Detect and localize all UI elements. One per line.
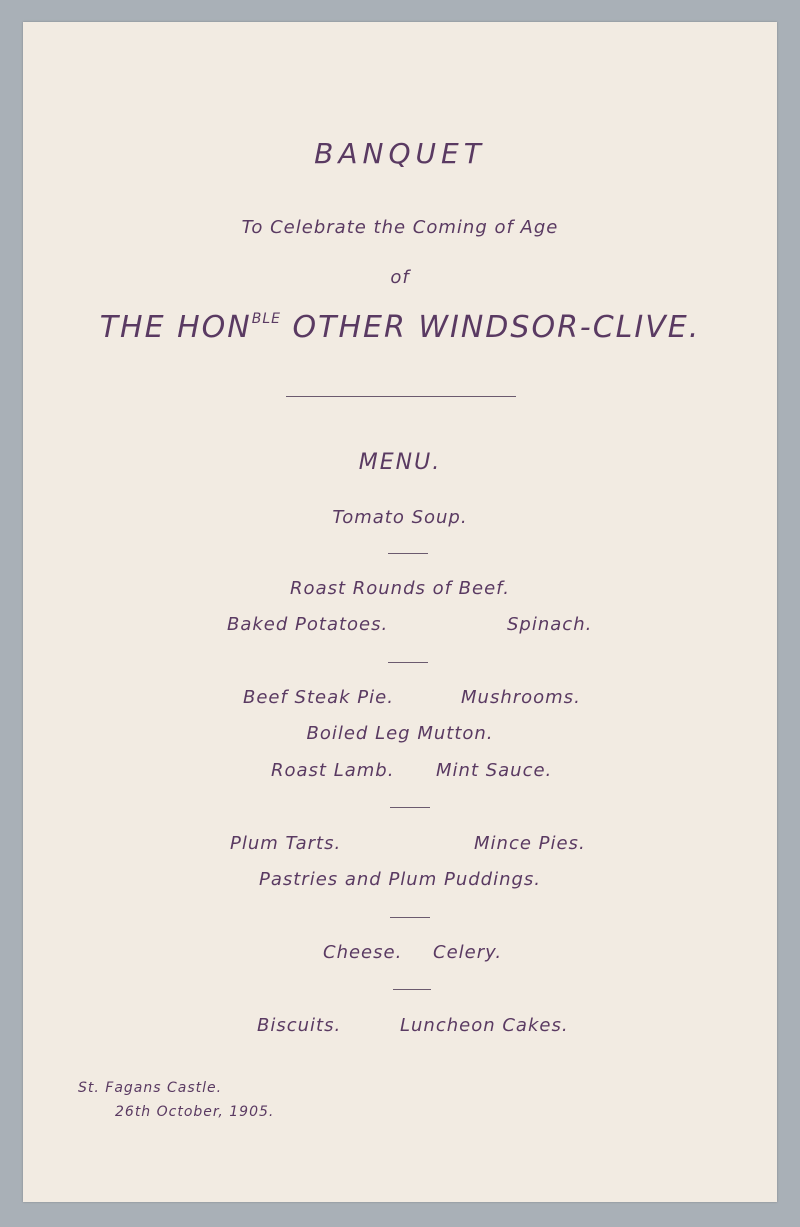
menu-card	[23, 22, 777, 1202]
menu-item-mince-pies: Mince Pies.	[474, 833, 586, 854]
menu-item-mushrooms: Mushrooms.	[461, 687, 581, 708]
menu-item-plum-tarts: Plum Tarts.	[230, 833, 342, 854]
menu-heading: MENU.	[358, 450, 442, 475]
honoree-name-superscript: BLE	[251, 311, 281, 327]
footer-place: St. Fagans Castle.	[78, 1080, 223, 1096]
course-divider	[390, 917, 430, 918]
of-line: of	[390, 267, 410, 288]
menu-item-roast-beef: Roast Rounds of Beef.	[290, 578, 510, 599]
course-divider	[390, 807, 430, 808]
honoree-name-suffix: OTHER WINDSOR-CLIVE.	[280, 310, 701, 345]
banquet-title: BANQUET	[314, 137, 486, 170]
course-divider	[388, 662, 428, 663]
occasion-subtitle: To Celebrate the Coming of Age	[241, 217, 559, 238]
course-divider	[393, 989, 431, 990]
footer-date: 26th October, 1905.	[115, 1104, 275, 1120]
title-divider	[286, 396, 516, 397]
honoree-name-prefix: THE HON	[99, 310, 252, 345]
menu-item-celery: Celery.	[433, 942, 503, 963]
menu-item-baked-potatoes: Baked Potatoes.	[227, 614, 389, 635]
course-divider	[388, 553, 428, 554]
menu-item-pastries-plum-puddings: Pastries and Plum Puddings.	[258, 869, 542, 890]
menu-item-mint-sauce: Mint Sauce.	[436, 760, 553, 781]
menu-item-cheese: Cheese.	[323, 942, 403, 963]
honoree-name	[23, 310, 777, 345]
menu-item-roast-lamb: Roast Lamb.	[271, 760, 395, 781]
menu-item-luncheon-cakes: Luncheon Cakes.	[400, 1015, 569, 1036]
menu-item-boiled-leg-mutton: Boiled Leg Mutton.	[306, 723, 494, 744]
menu-item-tomato-soup: Tomato Soup.	[332, 507, 468, 528]
menu-item-biscuits: Biscuits.	[257, 1015, 342, 1036]
menu-item-beef-steak-pie: Beef Steak Pie.	[243, 687, 394, 708]
menu-item-spinach: Spinach.	[507, 614, 593, 635]
